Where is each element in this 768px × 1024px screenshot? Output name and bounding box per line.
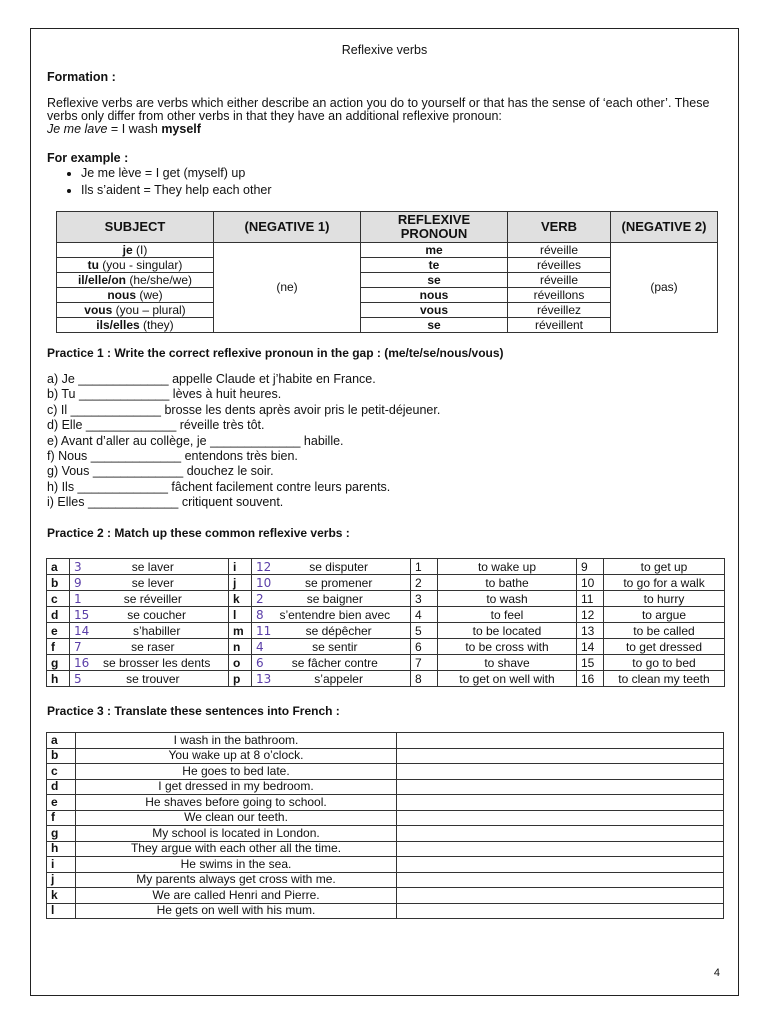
translation-letter: k <box>47 888 76 904</box>
translation-letter: c <box>47 764 76 780</box>
conj-verb: réveille <box>508 273 611 288</box>
match-french-cell[interactable] <box>252 623 411 639</box>
conjugation-table <box>56 211 718 333</box>
match-row <box>47 671 725 687</box>
match-english-verb: to be cross with <box>438 639 577 655</box>
conj-subject: nous (we) <box>57 288 214 303</box>
match-french-cell[interactable] <box>252 655 411 671</box>
match-number: 16 <box>577 671 604 687</box>
match-letter: k <box>229 591 252 607</box>
translation-row <box>47 764 724 780</box>
handwritten-answer: 4 <box>256 639 264 654</box>
match-french-verb: se réveiller <box>123 591 182 606</box>
match-number: 5 <box>411 623 438 639</box>
match-english-verb: to argue <box>604 607 725 623</box>
match-english-verb: to be located <box>438 623 577 639</box>
practice1-heading: Practice 1 : Write the correct reflexive pronoun in the gap : (me/te/se/nous/vous) <box>47 346 504 360</box>
match-french-cell[interactable] <box>70 639 229 655</box>
match-french-cell[interactable] <box>70 671 229 687</box>
match-french-verb: se baigner <box>306 591 363 606</box>
translation-row <box>47 733 724 749</box>
match-french-cell[interactable] <box>252 559 411 575</box>
conj-subject: vous (you – plural) <box>57 303 214 318</box>
translation-english: He goes to bed late. <box>76 764 397 780</box>
translation-letter: e <box>47 795 76 811</box>
practice1-item: h) Ils _____________ fâchent facilement contre leurs parents. <box>47 479 391 494</box>
match-french-cell[interactable] <box>70 575 229 591</box>
conj-header-subject: SUBJECT <box>57 212 214 243</box>
for-example-heading: For example : <box>47 151 129 165</box>
translation-letter: b <box>47 748 76 764</box>
conj-pronoun: nous <box>361 288 508 303</box>
translation-row <box>47 857 724 873</box>
translation-letter: l <box>47 903 76 919</box>
translation-answer-field[interactable] <box>397 733 724 749</box>
match-english-verb: to get up <box>604 559 725 575</box>
match-letter: g <box>47 655 70 671</box>
match-english-verb: to go to bed <box>604 655 725 671</box>
translation-english: My school is located in London. <box>76 826 397 842</box>
translation-english: He gets on well with his mum. <box>76 903 397 919</box>
match-row <box>47 607 725 623</box>
match-number: 13 <box>577 623 604 639</box>
translation-row <box>47 903 724 919</box>
practice1-item: d) Elle _____________ réveille très tôt. <box>47 418 265 433</box>
translation-english: I wash in the bathroom. <box>76 733 397 749</box>
handwritten-answer: 7 <box>74 639 82 654</box>
conj-header-pronoun: REFLEXIVE PRONOUN <box>361 212 508 243</box>
translation-letter: h <box>47 841 76 857</box>
match-french-cell[interactable] <box>70 559 229 575</box>
match-letter: d <box>47 607 70 623</box>
match-number: 4 <box>411 607 438 623</box>
intro-example-en: = I wash <box>107 122 162 136</box>
match-number: 8 <box>411 671 438 687</box>
practice1-item: g) Vous _____________ douchez le soir. <box>47 464 274 479</box>
conj-verb: réveille <box>508 243 611 258</box>
match-number: 11 <box>577 591 604 607</box>
handwritten-answer: 6 <box>256 655 264 670</box>
handwritten-answer: 14 <box>74 623 90 638</box>
translation-answer-field[interactable] <box>397 795 724 811</box>
translation-answer-field[interactable] <box>397 872 724 888</box>
match-row <box>47 623 725 639</box>
match-number: 1 <box>411 559 438 575</box>
conj-pronoun: vous <box>361 303 508 318</box>
conj-subject: tu (you - singular) <box>57 258 214 273</box>
match-french-verb: se disputer <box>309 559 368 574</box>
translation-answer-field[interactable] <box>397 779 724 795</box>
conj-verb: réveillez <box>508 303 611 318</box>
match-number: 10 <box>577 575 604 591</box>
translation-letter: f <box>47 810 76 826</box>
match-french-cell[interactable] <box>252 639 411 655</box>
match-letter: l <box>229 607 252 623</box>
handwritten-answer: 1 <box>74 591 82 606</box>
practice1-item: e) Avant d’aller au collège, je _____________ habille. <box>47 433 344 448</box>
translation-answer-field[interactable] <box>397 903 724 919</box>
conj-subject: il/elle/on (he/she/we) <box>57 273 214 288</box>
translation-english: He shaves before going to school. <box>76 795 397 811</box>
practice1-item: a) Je _____________ appelle Claude et j’habite en France. <box>47 372 376 386</box>
match-number: 14 <box>577 639 604 655</box>
conj-negative2: (pas) <box>611 243 718 333</box>
translation-english: You wake up at 8 o’clock. <box>76 748 397 764</box>
practice3-heading: Practice 3 : Translate these sentences into French : <box>47 704 340 718</box>
practice1-item: f) Nous _____________ entendons très bien. <box>47 449 298 464</box>
example-item: • Je me lève = I get (myself) up <box>81 165 272 182</box>
handwritten-answer: 2 <box>256 591 264 606</box>
translation-letter: j <box>47 872 76 888</box>
translation-row <box>47 872 724 888</box>
handwritten-answer: 11 <box>256 623 272 638</box>
match-english-verb: to go for a walk <box>604 575 725 591</box>
practice1-item: i) Elles _____________ critiquent souvent. <box>47 495 284 510</box>
conj-pronoun: se <box>361 273 508 288</box>
match-english-verb: to feel <box>438 607 577 623</box>
handwritten-answer: 15 <box>74 607 90 622</box>
conj-verb: réveillons <box>508 288 611 303</box>
page-number: 4 <box>713 967 720 979</box>
match-english-verb: to clean my teeth <box>604 671 725 687</box>
practice1-item: b) Tu _____________ lèves à huit heures. <box>47 387 282 402</box>
match-row <box>47 575 725 591</box>
handwritten-answer: 8 <box>256 607 264 622</box>
match-english-verb: to be called <box>604 623 725 639</box>
match-english-verb: to bathe <box>438 575 577 591</box>
match-number: 12 <box>577 607 604 623</box>
translation-answer-field[interactable] <box>397 857 724 873</box>
match-english-verb: to shave <box>438 655 577 671</box>
translation-answer-field[interactable] <box>397 764 724 780</box>
match-english-verb: to get dressed <box>604 639 725 655</box>
match-letter: h <box>47 671 70 687</box>
conj-header-negative1: (NEGATIVE 1) <box>214 212 361 243</box>
match-letter: o <box>229 655 252 671</box>
translation-english: We are called Henri and Pierre. <box>76 888 397 904</box>
matching-table <box>46 558 725 687</box>
match-row <box>47 639 725 655</box>
match-letter: f <box>47 639 70 655</box>
match-french-verb: se raser <box>131 639 175 654</box>
match-letter: j <box>229 575 252 591</box>
translation-answer-field[interactable] <box>397 748 724 764</box>
match-french-verb: se fâcher contre <box>291 655 378 670</box>
match-english-verb: to wake up <box>438 559 577 575</box>
translation-answer-field[interactable] <box>397 888 724 904</box>
translation-row <box>47 810 724 826</box>
translation-answer-field[interactable] <box>397 841 724 857</box>
intro-example-en-bold: myself <box>161 122 201 136</box>
match-french-verb: se coucher <box>127 607 186 622</box>
match-french-cell[interactable] <box>252 607 411 623</box>
match-english-verb: to wash <box>438 591 577 607</box>
translation-english: My parents always get cross with me. <box>76 872 397 888</box>
translation-letter: d <box>47 779 76 795</box>
match-french-verb: se trouver <box>126 671 180 686</box>
handwritten-answer: 10 <box>256 575 272 590</box>
match-number: 3 <box>411 591 438 607</box>
match-english-verb: to get on well with <box>438 671 577 687</box>
match-letter: p <box>229 671 252 687</box>
match-french-cell[interactable] <box>252 671 411 687</box>
match-letter: b <box>47 575 70 591</box>
translation-row <box>47 779 724 795</box>
match-french-cell[interactable] <box>252 591 411 607</box>
translation-row <box>47 841 724 857</box>
match-french-cell[interactable] <box>70 607 229 623</box>
match-letter: c <box>47 591 70 607</box>
match-french-cell[interactable] <box>70 591 229 607</box>
translation-letter: a <box>47 733 76 749</box>
translation-english: He swims in the sea. <box>76 857 397 873</box>
match-english-verb: to hurry <box>604 591 725 607</box>
translation-row <box>47 795 724 811</box>
match-number: 6 <box>411 639 438 655</box>
match-number: 2 <box>411 575 438 591</box>
conj-verb: réveillent <box>508 318 611 333</box>
translation-letter: g <box>47 826 76 842</box>
handwritten-answer: 5 <box>74 671 82 686</box>
handwritten-answer: 16 <box>74 655 90 670</box>
match-french-cell[interactable] <box>70 655 229 671</box>
match-french-verb: se dépêcher <box>305 623 372 638</box>
example-item: • Ils s’aident = They help each other <box>81 182 272 199</box>
conj-pronoun: me <box>361 243 508 258</box>
conj-header-negative2: (NEGATIVE 2) <box>611 212 718 243</box>
intro-text: Reflexive verbs are verbs which either describe an action you do to yourself or that has the sense of ‘each other’. These verbs only differ from other verbs in that they have an additional reflexive pronoun: <box>47 96 710 123</box>
translation-answer-field[interactable] <box>397 810 724 826</box>
handwritten-answer: 3 <box>74 559 82 574</box>
match-row <box>47 655 725 671</box>
conj-header-row <box>57 212 718 243</box>
match-letter: n <box>229 639 252 655</box>
translation-english: They argue with each other all the time. <box>76 841 397 857</box>
worksheet-page <box>30 28 739 996</box>
practice2-heading: Practice 2 : Match up these common reflexive verbs : <box>47 526 350 540</box>
match-letter: e <box>47 623 70 639</box>
translation-row <box>47 748 724 764</box>
practice1-list <box>47 372 707 511</box>
translation-english: We clean our teeth. <box>76 810 397 826</box>
match-letter: a <box>47 559 70 575</box>
conj-negative1: (ne) <box>214 243 361 333</box>
intro-example <box>47 123 727 136</box>
intro-example-fr: Je me lave <box>47 122 108 136</box>
match-number: 15 <box>577 655 604 671</box>
handwritten-answer: 9 <box>74 575 82 590</box>
match-row <box>47 559 725 575</box>
translation-letter: i <box>47 857 76 873</box>
translation-row <box>47 826 724 842</box>
match-french-cell[interactable] <box>70 623 229 639</box>
translation-table <box>46 732 724 919</box>
match-french-verb: s’appeler <box>314 671 363 686</box>
match-french-verb: s’entendre bien avec <box>279 607 391 622</box>
conj-subject: je (I) <box>57 243 214 258</box>
match-french-cell[interactable] <box>252 575 411 591</box>
match-french-verb: se promener <box>304 575 373 590</box>
match-french-verb: s’habiller <box>132 623 181 638</box>
page-title: Reflexive verbs <box>341 43 428 57</box>
match-number: 9 <box>577 559 604 575</box>
conj-row <box>57 243 718 258</box>
translation-row <box>47 888 724 904</box>
intro-block <box>47 97 727 136</box>
conj-verb: réveilles <box>508 258 611 273</box>
translation-english: I get dressed in my bedroom. <box>76 779 397 795</box>
match-number: 7 <box>411 655 438 671</box>
handwritten-answer: 13 <box>256 671 272 686</box>
match-french-verb: se laver <box>131 559 174 574</box>
match-letter: i <box>229 559 252 575</box>
practice1-item: c) Il _____________ brosse les dents après avoir pris le petit-déjeuner. <box>47 402 441 417</box>
handwritten-answer: 12 <box>256 559 272 574</box>
conj-pronoun: se <box>361 318 508 333</box>
translation-answer-field[interactable] <box>397 826 724 842</box>
formation-heading: Formation : <box>47 70 116 84</box>
match-row <box>47 591 725 607</box>
match-french-verb: se brosser les dents <box>102 655 211 670</box>
match-french-verb: se lever <box>131 575 174 590</box>
example-list <box>59 165 272 199</box>
match-french-verb: se sentir <box>312 639 358 654</box>
conj-subject: ils/elles (they) <box>57 318 214 333</box>
conj-header-verb: VERB <box>508 212 611 243</box>
match-letter: m <box>229 623 252 639</box>
conj-pronoun: te <box>361 258 508 273</box>
